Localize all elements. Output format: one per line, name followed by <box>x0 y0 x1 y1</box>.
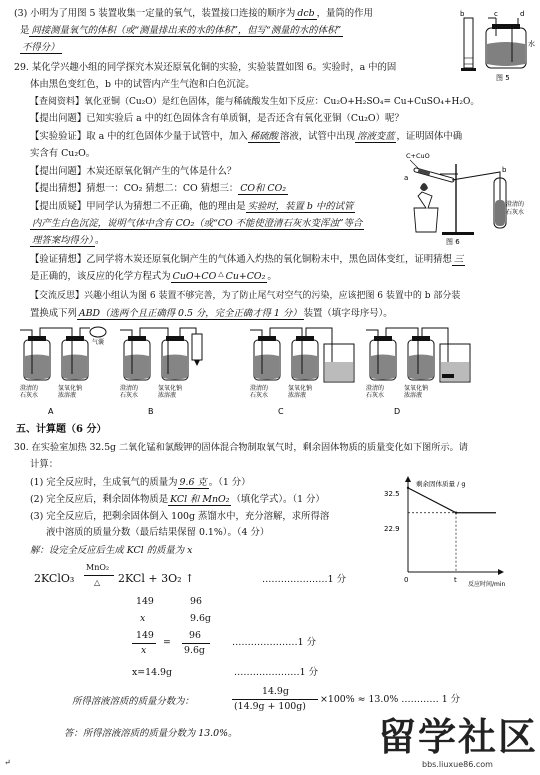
option-label: 氢氧化钠 <box>58 385 83 392</box>
option-c-apparatus <box>248 326 364 418</box>
option-label: 石灰水 <box>366 392 385 399</box>
equation-right: 2KCl + 3O₂ ↑ <box>118 572 195 585</box>
ratio-96g: 9.6g <box>190 613 211 624</box>
option-d-apparatus <box>364 326 480 418</box>
pct-label: 所得溶液溶质的质量分数为： <box>72 696 194 707</box>
svg-text:a: a <box>404 174 409 182</box>
q29-intro-1: 29. 某化学兴趣小组的同学探究木炭还原氧化铜的实验，实验装置如图 6。实验时，a 中的固 <box>14 62 397 73</box>
y-axis-label: 剩余固体质量 / g <box>416 480 466 488</box>
q29-doubt-1: 【提出质疑】甲同学认为猜想二不正确，他的理由是 实验时，装置 b 中的试管 <box>30 201 354 212</box>
frac-b-num: 96 <box>189 630 201 641</box>
q29-reflect-2: 置换成下列 ABD（选两个且正确得 0.5 分，完全正确才得 1 分） 装置（填字母序号）。 <box>30 308 393 319</box>
x-tick-0: 0 <box>404 576 409 584</box>
watermark-url: bbs.liuxue86.com <box>422 760 493 769</box>
svg-text:d: d <box>520 10 525 18</box>
x-tick-t: t <box>454 576 457 584</box>
frac-eq: = <box>163 637 171 648</box>
option-letter: A <box>48 407 54 416</box>
q29-experiment-2: 实含有 Cu₂O。 <box>30 148 96 159</box>
ratio-x: x <box>140 613 146 624</box>
equation-left: 2KClO₃ <box>34 572 75 585</box>
q29-doubt-2: 内产生白色沉淀，说明气体中含有 CO₂（或“CO 不能使澄清石灰水变浑浊”等合 <box>32 218 363 229</box>
option-letter: D <box>394 407 401 416</box>
q29-lookup: 【查阅资料】氧化亚铜（Cu₂O）是红色固体，能与稀硫酸发生如下反应：Cu₂O+H₂SO₄= Cu+CuSO₄+H₂O。 <box>30 97 480 107</box>
answer-blank: KCl 和 MnO₂ <box>170 494 230 505</box>
mass-line <box>408 488 496 513</box>
option-b-apparatus <box>118 326 214 418</box>
option-label: 浓溶液 <box>158 392 177 399</box>
svg-text:石灰水: 石灰水 <box>506 209 525 216</box>
option-label: 浓溶液 <box>404 392 423 399</box>
option-label: 石灰水 <box>120 392 139 399</box>
option-label: 石灰水 <box>250 392 269 399</box>
q30-solve: 解：设完全反应后生成 KCl 的质量为 x <box>30 545 193 556</box>
pct-bar <box>232 699 318 700</box>
answer-blank: ABD（选两个且正确得 0.5 分，完全正确才得 1 分） <box>78 308 302 319</box>
q29-experiment: 【实验验证】取 a 中的红色固体少量于试管中，加入 稀硫酸 溶液，试管中出现 溶液变蓝 ，证明固体中确 <box>30 131 463 142</box>
y-tick-229: 22.9 <box>384 525 400 533</box>
q30-stem-1: 30. 在实验室加热 32.5g 二氧化锰和氯酸钾的固体混合物制取氧气时，剩余固体物质的质量变化如下图所示。请 <box>14 442 468 453</box>
answer-blank: dcb <box>297 8 315 19</box>
data-point-1 <box>455 512 457 514</box>
svg-text:水: 水 <box>528 40 535 48</box>
pct-num: 14.9g <box>262 686 289 697</box>
frac-a-den: x <box>141 645 147 656</box>
answer-blank: 不得分） <box>22 42 60 53</box>
pct-den: (14.9g + 100g) <box>234 701 306 712</box>
x-value: x=14.9g <box>132 667 173 678</box>
watermark-logo: 留学社区 <box>378 715 539 759</box>
answer-blank: 9.6 克 <box>179 477 207 488</box>
frac-a-num: 149 <box>136 630 154 641</box>
svg-text:图 5: 图 5 <box>496 74 510 82</box>
answer-blank: 稀硫酸 <box>249 131 278 142</box>
equation-bar <box>84 575 114 576</box>
option-letter: B <box>148 407 154 416</box>
answer-blank: 溶液变蓝 <box>356 131 395 142</box>
q29-verify-2: 是正确的，该反应的化学方程式为 CuO+CO △ Cu+CO₂ 。 <box>30 270 277 282</box>
ratio-96: 96 <box>190 596 202 607</box>
q28-part3-line1: (3) 小明为了用图 5 装置收集一定量的氧气，装置接口连接的顺序为 dcb ，量筒的作用 <box>14 8 373 19</box>
option-label: 澄清的 <box>20 385 39 392</box>
q29-verify-1: 【验证猜想】乙同学将木炭还原氧化铜产生的气体通入灼热的氧化铜粉末中，黑色固体变红，证明猜想 三 <box>30 254 464 265</box>
option-label: 氢氧化钠 <box>404 385 429 392</box>
q28-part3-line2: 是 间接测量氧气的体积（或“测量排出来的水的体积”，但写“测量的水的体积” <box>20 25 342 36</box>
answer-blank: 间接测量氧气的体积（或“测量排出来的水的体积”，但写“测量的水的体积” <box>31 25 342 36</box>
option-letter: C <box>278 407 284 416</box>
option-label: 氢氧化钠 <box>288 385 313 392</box>
answer-blank: CuO+CO △ Cu+CO₂ <box>172 270 266 282</box>
x-value-score: …………………1 分 <box>234 667 318 678</box>
equation-delta: △ <box>94 578 101 587</box>
svg-text:b: b <box>502 166 507 174</box>
q29-guess: 【提出猜想】猜想一：CO₂ 猜想二：CO 猜想三： CO和 CO₂ <box>30 183 287 194</box>
q30-part2: (2) 完全反应后，剩余固体物质是 KCl 和 MnO₂ （填化学式）。（1 分） <box>30 494 325 505</box>
option-label: 氢氧化钠 <box>158 385 183 392</box>
svg-text:b: b <box>460 10 465 18</box>
option-label: 澄清的 <box>120 385 139 392</box>
figure-5-apparatus <box>458 4 536 82</box>
ratio-149: 149 <box>136 596 154 607</box>
q30-part3-2: 液中溶质的质量分数（最后结果保留 0.1%）。（4 分） <box>46 527 270 538</box>
q30-part3-1: (3) 完全反应后，把剩余固体倒入 100g 蒸馏水中，充分溶解，求所得溶 <box>30 511 330 522</box>
svg-text:c: c <box>494 10 498 18</box>
frac-a-bar <box>132 643 156 644</box>
option-a-apparatus <box>18 326 114 418</box>
answer-blank: 实验时，装置 b 中的试管 <box>247 201 354 212</box>
q29-ask1: 【提出问题】已知实验后 a 中的红色固体含有单质铜，是否还含有氧化亚铜（Cu₂O）呢？ <box>30 113 404 124</box>
answer-blank: 三 <box>453 254 464 265</box>
answer-blank: CO和 CO₂ <box>240 183 287 194</box>
figure-6-apparatus <box>402 148 530 246</box>
q28-part3-line3 <box>20 42 62 54</box>
option-label: 石灰水 <box>20 392 39 399</box>
frac-b-bar <box>182 643 210 644</box>
q29-reflect-1: 【交流反思】兴趣小组认为图 6 装置不够完善，为了防止尾气对空气的污染，应该把图 6 装置中的 b 部分装 <box>30 291 461 301</box>
q29-ask2: 【提出问题】木炭还原氧化铜产生的气体是什么？ <box>30 166 237 177</box>
option-label: 浓溶液 <box>58 392 77 399</box>
option-label: 澄清的 <box>366 385 385 392</box>
option-label: 浓溶液 <box>288 392 307 399</box>
equation-score: …………………1 分 <box>262 574 346 585</box>
page-mark: ↵ <box>4 758 11 767</box>
apparatus-options <box>18 326 518 418</box>
y-tick-325: 32.5 <box>384 490 400 498</box>
frac-b-den: 9.6g <box>184 645 205 656</box>
svg-text:C+CuO: C+CuO <box>406 152 430 160</box>
section-5-title: 五、计算题（6 分） <box>16 424 107 435</box>
x-axis-label: 反应时间/min <box>468 581 506 588</box>
q29-doubt-3: 理答案均得分） 。 <box>32 235 105 246</box>
svg-text:图 6: 图 6 <box>446 238 460 246</box>
option-extra-label: 气囊 <box>92 339 105 346</box>
q30-part1: (1) 完全反应时，生成氧气的质量为 9.6 克 。（1 分） <box>30 477 251 488</box>
q30-stem-2: 计算： <box>30 459 59 470</box>
svg-text:澄清的: 澄清的 <box>506 201 525 208</box>
data-point-0 <box>407 487 409 489</box>
pct-result: ×100% ≈ 13.0% ………… 1 分 <box>320 694 461 705</box>
frac-score: …………………1 分 <box>232 637 316 648</box>
option-label: 澄清的 <box>250 385 269 392</box>
mass-time-chart <box>380 476 530 594</box>
final-answer: 答：所得溶液溶质的质量分数为 13.0%。 <box>64 728 238 739</box>
equation-catalyst: MnO₂ <box>86 563 110 572</box>
q29-intro-2: 体由黑色变红色，b 中的试管内产生气泡和白色沉淀。 <box>30 79 255 90</box>
